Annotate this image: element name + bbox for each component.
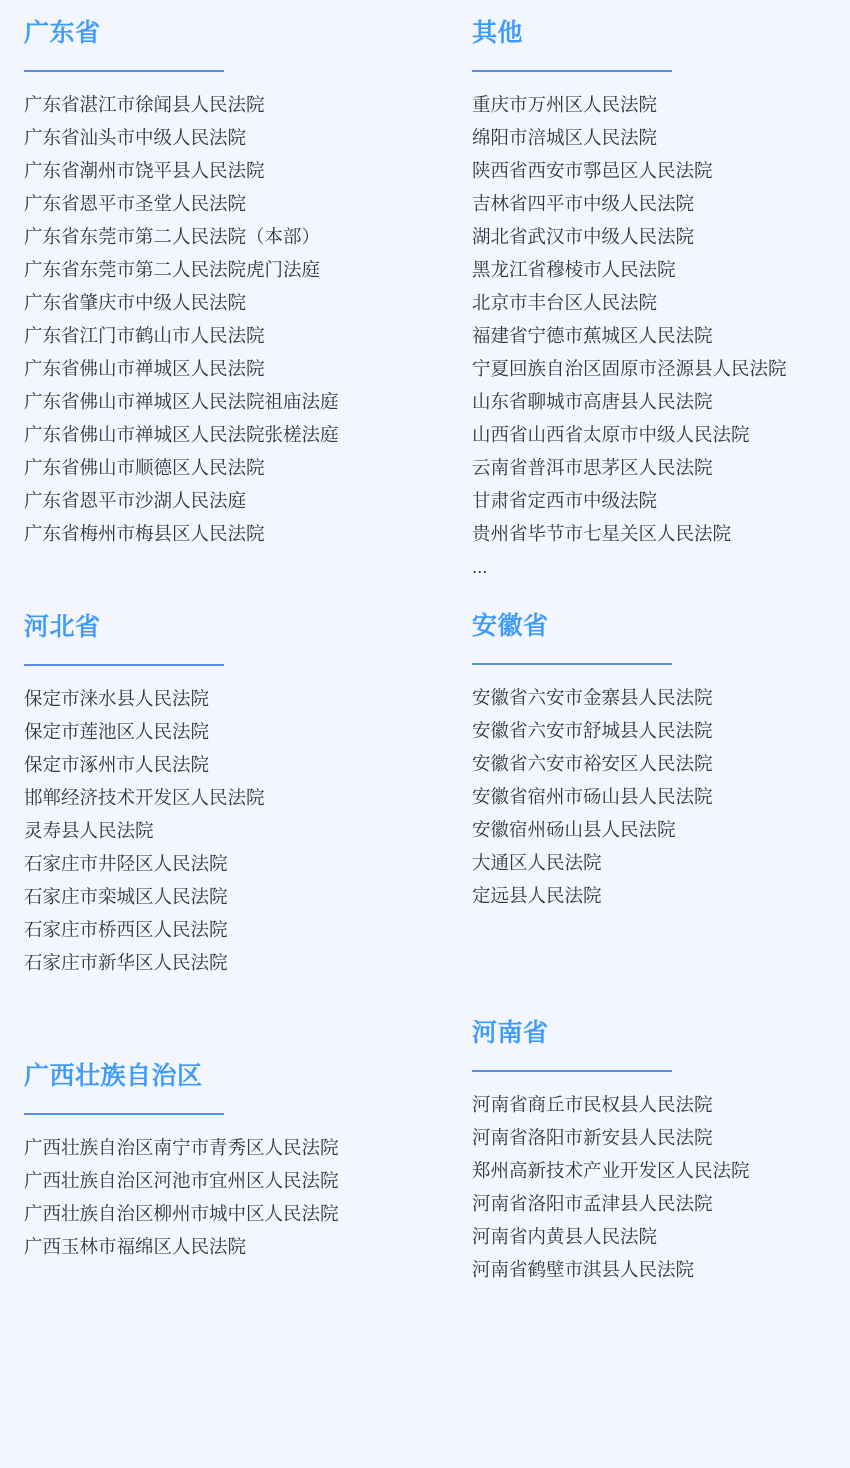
- list-item: 宁夏回族自治区固原市泾源县人民法院: [472, 358, 787, 379]
- list-item: 云南省普洱市思茅区人民法院: [472, 457, 713, 478]
- list-item: 广东省恩平市圣堂人民法院: [24, 193, 247, 214]
- section-hebei: [24, 612, 454, 979]
- title-divider: [472, 70, 672, 72]
- list-item: 保定市涞水县人民法院: [24, 688, 210, 709]
- court-list-other: [472, 88, 816, 583]
- two-column-grid: [24, 18, 826, 1286]
- list-item: 广西壮族自治区南宁市青秀区人民法院: [24, 1137, 339, 1158]
- list-item: 贵州省毕节市七星关区人民法院: [472, 523, 732, 544]
- section-title-henan: 河南省: [472, 1019, 549, 1047]
- court-list-hebei: [24, 682, 444, 979]
- list-item: 黑龙江省穆棱市人民法院: [472, 259, 676, 280]
- list-item: 河南省洛阳市孟津县人民法院: [472, 1193, 713, 1214]
- list-item: 广东省佛山市顺德区人民法院: [24, 457, 265, 478]
- list-item: 绵阳市涪城区人民法院: [472, 127, 658, 148]
- section-anhui: [454, 611, 826, 912]
- court-list-guangdong: [24, 88, 444, 550]
- list-item: 广东省东莞市第二人民法院（本部）: [24, 226, 321, 247]
- list-item: 吉林省四平市中级人民法院: [472, 193, 695, 214]
- list-item: 广东省肇庆市中级人民法院: [24, 292, 247, 313]
- list-item-ellipsis: ...: [472, 556, 488, 577]
- list-item: 重庆市万州区人民法院: [472, 94, 658, 115]
- section-title-anhui: 安徽省: [472, 612, 549, 640]
- list-item: 河南省鹤壁市淇县人民法院: [472, 1259, 695, 1280]
- right-column: [454, 18, 826, 1286]
- list-item: 邯郸经济技术开发区人民法院: [24, 787, 265, 808]
- list-item: 广西壮族自治区河池市宜州区人民法院: [24, 1170, 339, 1191]
- list-item: 安徽宿州砀山县人民法院: [472, 819, 676, 840]
- list-item: 广东省东莞市第二人民法院虎门法庭: [24, 259, 321, 280]
- list-item: 广东省佛山市禅城区人民法院祖庙法庭: [24, 391, 339, 412]
- list-item: 保定市涿州市人民法院: [24, 754, 210, 775]
- title-divider: [24, 1113, 224, 1115]
- section-guangxi: [24, 1061, 454, 1263]
- list-item: 北京市丰台区人民法院: [472, 292, 658, 313]
- court-list-guangxi: [24, 1131, 444, 1263]
- section-other: [454, 18, 826, 583]
- list-item: 陕西省西安市鄠邑区人民法院: [472, 160, 713, 181]
- list-item: 安徽省六安市裕安区人民法院: [472, 753, 713, 774]
- list-item: 安徽省六安市舒城县人民法院: [472, 720, 713, 741]
- list-item: 石家庄市井陉区人民法院: [24, 853, 228, 874]
- section-henan: [454, 1018, 826, 1286]
- list-item: 河南省内黄县人民法院: [472, 1226, 658, 1247]
- list-item: 郑州高新技术产业开发区人民法院: [472, 1160, 750, 1181]
- list-item: 石家庄市桥西区人民法院: [24, 919, 228, 940]
- list-item: 福建省宁德市蕉城区人民法院: [472, 325, 713, 346]
- court-list-henan: [472, 1088, 816, 1286]
- list-item: 灵寿县人民法院: [24, 820, 154, 841]
- list-item: 广东省梅州市梅县区人民法院: [24, 523, 265, 544]
- list-item: 广西玉林市福绵区人民法院: [24, 1236, 247, 1257]
- title-divider: [24, 70, 224, 72]
- title-divider: [472, 663, 672, 665]
- section-title-guangxi: 广西壮族自治区: [24, 1062, 203, 1090]
- list-item: 广西壮族自治区柳州市城中区人民法院: [24, 1203, 339, 1224]
- title-divider: [472, 1070, 672, 1072]
- section-title-guangdong: 广东省: [24, 19, 101, 47]
- list-item: 甘肃省定西市中级法院: [472, 490, 658, 511]
- section-guangdong: [24, 18, 454, 550]
- list-item: 定远县人民法院: [472, 885, 602, 906]
- list-item: 河南省洛阳市新安县人民法院: [472, 1127, 713, 1148]
- left-column: [24, 18, 454, 1286]
- list-item: 广东省江门市鹤山市人民法院: [24, 325, 265, 346]
- list-item: 广东省恩平市沙湖人民法庭: [24, 490, 247, 511]
- section-title-hebei: 河北省: [24, 613, 101, 641]
- list-item: 石家庄市新华区人民法院: [24, 952, 228, 973]
- list-item: 广东省佛山市禅城区人民法院: [24, 358, 265, 379]
- section-title-other: 其他: [472, 19, 524, 47]
- list-item: 广东省湛江市徐闻县人民法院: [24, 94, 265, 115]
- list-item: 大通区人民法院: [472, 852, 602, 873]
- list-item: 广东省汕头市中级人民法院: [24, 127, 247, 148]
- title-divider: [24, 664, 224, 666]
- list-item: 山东省聊城市高唐县人民法院: [472, 391, 713, 412]
- court-list-anhui: [472, 681, 816, 912]
- list-item: 保定市莲池区人民法院: [24, 721, 210, 742]
- list-item: 湖北省武汉市中级人民法院: [472, 226, 695, 247]
- list-item: 石家庄市栾城区人民法院: [24, 886, 228, 907]
- list-item: 河南省商丘市民权县人民法院: [472, 1094, 713, 1115]
- list-item: 广东省潮州市饶平县人民法院: [24, 160, 265, 181]
- list-item: 山西省山西省太原市中级人民法院: [472, 424, 750, 445]
- list-item: 安徽省六安市金寨县人民法院: [472, 687, 713, 708]
- list-item: 安徽省宿州市砀山县人民法院: [472, 786, 713, 807]
- list-item: 广东省佛山市禅城区人民法院张槎法庭: [24, 424, 339, 445]
